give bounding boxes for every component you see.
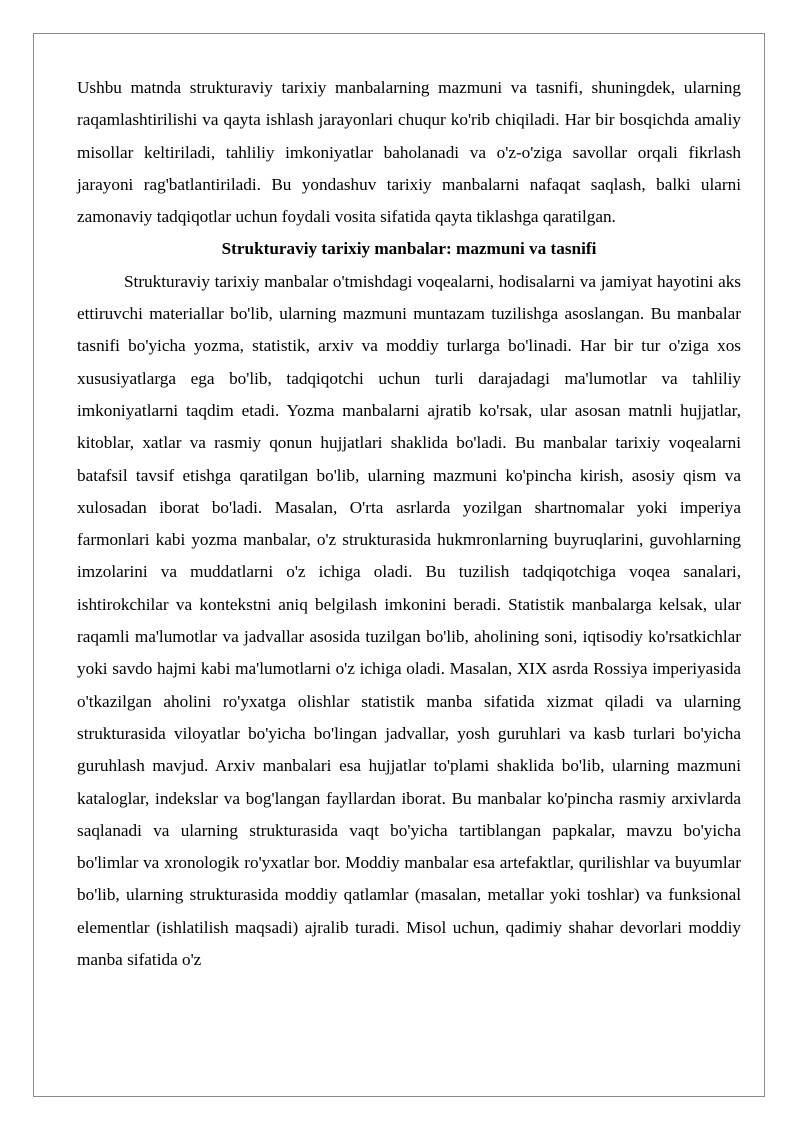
section-heading: Strukturaviy tarixiy manbalar: mazmuni va tasnifi [221, 239, 597, 259]
body-paragraph: Strukturaviy tarixiy manbalar o'tmishdagi voqealarni, hodisalarni va jamiyat hayotini aks ettiruvchi materiallar bo'lib, ularning mazmuni muntazam tuzilishga asoslangan. Bu manbalar tasnifi bo'yicha yozma, statistik, arxiv va moddiy turlarga bo'linadi. Har bir tur o'ziga xos xususiyatlarga ega bo'lib, tadqiqotchi uchun turli darajadagi ma'lumotlar va tahliliy imkoniyatlarni taqdim etadi. Yozma manbalarni ajratib ko'rsak, ular asosan matnli hujjatlar, kitoblar, xatlar va rasmiy qonun hujjatlari shaklida bo'ladi. Bu manbalar tarixiy voqealarni batafsil tavsif etishga qaratilgan bo'lib, ularning mazmuni ko'pincha kirish, asosiy qism va xulosadan iborat bo'ladi. Masalan, O'rta asrlarda yozilgan shartnomalar yoki imperiya farmonlari kabi yozma manbalar, o'z strukturasida hukmronlarning buyruqlarini, guvohlarning imzolarini va muddatlarni o'z ichiga oladi. Bu tuzilish tadqiqotchiga voqea sanalari, ishtirokchilar va kontekstni aniq belgilash imkonini beradi. Statistik manbalarga kelsak, ular raqamli ma'lumotlar va jadvallar asosida tuzilgan bo'lib, aholining soni, iqtisodiy ko'rsatkichlar yoki savdo hajmi kabi ma'lumotlarni o'z ichiga oladi. Masalan, XIX asrda Rossiya imperiyasida o'tkazilgan aholini ro'yxatga olishlar statistik manba sifatida xizmat qiladi va ularning strukturasida viloyatlar bo'yicha bo'lingan jadvallar, yosh guruhlari va kasb turlari bo'yicha guruhlash mavjud. Arxiv manbalari esa hujjatlar to'plami shaklida bo'lib, ularning mazmuni kataloglar, indekslar va bog'langan fayllardan iborat. Bu manbalar ko'pincha rasmiy arxivlarda saqlanadi va ularning strukturasida vaqt bo'yicha tartiblangan papkalar, mavzu bo'yicha bo'limlar va xronologik ro'yxatlar bor. Moddiy manbalar esa artefaktlar, qurilishlar va buyumlar bo'lib, ularning strukturasida moddiy qatlamlar (masalan, metallar yoki toshlar) va funksional elementlar (ishlatilish maqsadi) ajralib turadi. Misol uchun, qadimiy shahar devorlari moddiy manba sifatida o'z [77, 271, 741, 970]
document-body [77, 72, 741, 976]
intro-paragraph: Ushbu matnda strukturaviy tarixiy manbalarning mazmuni va tasnifi, shuningdek, ularning raqamlashtirilishi va qayta ishlash jarayonlari chuqur ko'rib chiqiladi. Har bir bosqichda amaliy misollar keltiriladi, tahliliy imkoniyatlar baholanadi va o'z-o'ziga savollar orqali fikrlash jarayoni rag'batlantiriladi. Bu yondashuv tarixiy manbalarni nafaqat saqlash, balki ularni zamonaviy tadqiqotlar uchun foydali vosita sifatida qayta tiklashga qaratilgan. [77, 78, 741, 227]
